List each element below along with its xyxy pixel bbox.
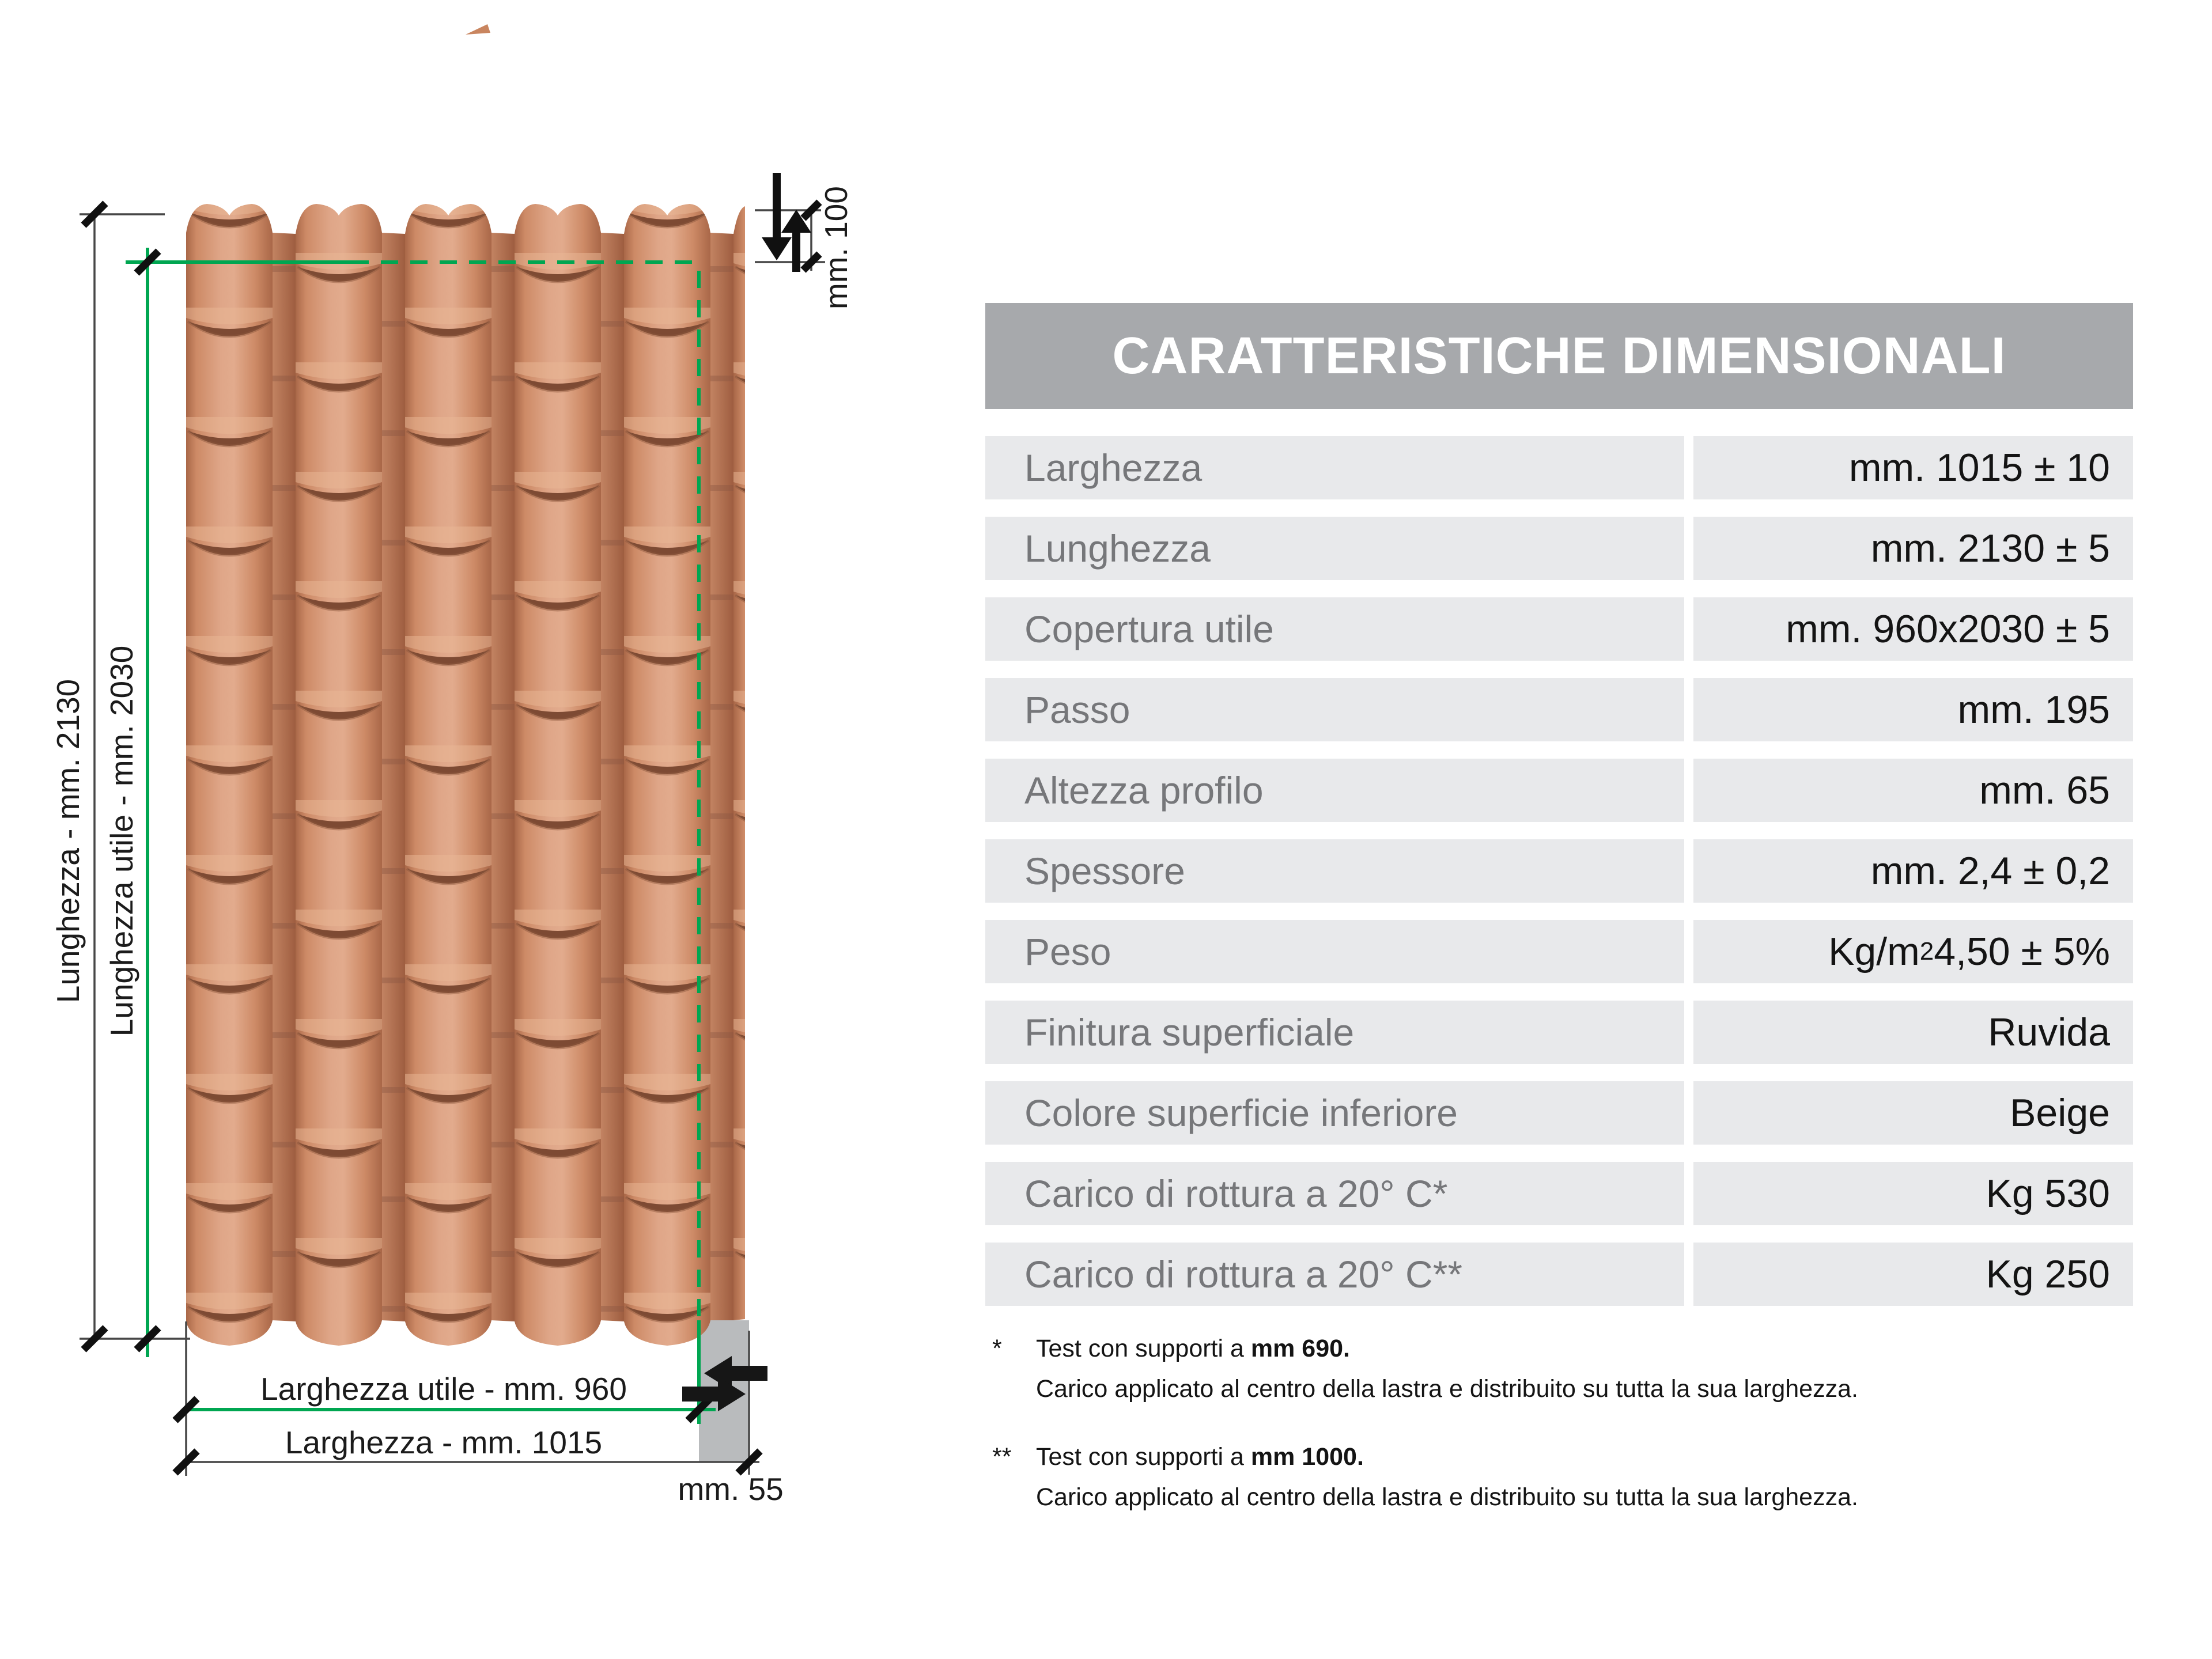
spec-value: mm. 1015 ± 10	[1693, 436, 2133, 499]
top-overlap-arrows-icon	[762, 173, 811, 272]
table-row	[985, 1243, 2133, 1306]
spec-value: mm. 2,4 ± 0,2	[1693, 839, 2133, 903]
spec-table	[985, 303, 2133, 1306]
spec-value: mm. 2130 ± 5	[1693, 517, 2133, 580]
table-row	[985, 597, 2133, 661]
label-side-overlap: mm. 55	[678, 1471, 784, 1507]
footnote-body	[1036, 1328, 2029, 1409]
table-row	[985, 920, 2133, 983]
footnote-line2: Carico applicato al centro della lastra e distribuito su tutta la sua larghezza.	[1036, 1483, 1858, 1511]
footnote-marker: **	[992, 1443, 1012, 1471]
spec-value: Kg/m 2 4,50 ± 5%	[1693, 920, 2133, 983]
footnote-body	[1036, 1437, 2029, 1517]
table-row	[985, 678, 2133, 741]
spec-label: Copertura utile	[985, 597, 1684, 661]
spec-value: mm. 65	[1693, 759, 2133, 822]
spec-label: Finitura superficiale	[985, 1001, 1684, 1064]
spec-label: Carico di rottura a 20° C**	[985, 1243, 1684, 1306]
table-row	[985, 436, 2133, 499]
spec-value: Ruvida	[1693, 1001, 2133, 1064]
spec-value: mm. 960x2030 ± 5	[1693, 597, 2133, 661]
spec-label: Spessore	[985, 839, 1684, 903]
table-row	[985, 839, 2133, 903]
value-suffix: 4,50 ± 5%	[1934, 930, 2110, 974]
spec-label: Carico di rottura a 20° C*	[985, 1162, 1684, 1225]
spec-label: Colore superficie inferiore	[985, 1081, 1684, 1145]
label-width-useful: Larghezza utile - mm. 960	[260, 1371, 627, 1407]
spec-label: Peso	[985, 920, 1684, 983]
spec-label: Altezza profilo	[985, 759, 1684, 822]
footnote	[992, 1437, 2029, 1517]
footnote	[992, 1328, 2029, 1409]
footnote-marker: *	[992, 1335, 1002, 1362]
footnotes	[992, 1328, 2029, 1517]
spec-label: Larghezza	[985, 436, 1684, 499]
table-row	[985, 1001, 2133, 1064]
footnote-line1	[1036, 1328, 2029, 1369]
label-length-total: Lunghezza - mm. 2130	[50, 679, 86, 1003]
table-row	[985, 759, 2133, 822]
spec-value: Kg 250	[1693, 1243, 2133, 1306]
side-overlap-arrows-icon	[682, 1356, 767, 1411]
spec-label: Lunghezza	[985, 517, 1684, 580]
footnote-line2: Carico applicato al centro della lastra e distribuito su tutta la sua larghezza.	[1036, 1375, 1858, 1403]
footnote-lead: Test con supporti a	[1036, 1335, 1251, 1362]
footnote-bold: mm 690.	[1250, 1335, 1350, 1362]
label-width-total: Larghezza - mm. 1015	[285, 1425, 603, 1460]
table-row	[985, 1081, 2133, 1145]
value-prefix: Kg/m	[1828, 930, 1920, 974]
tile-sheet-diagram	[0, 0, 922, 1659]
table-row	[985, 517, 2133, 580]
table-title: CARATTERISTICHE DIMENSIONALI	[985, 303, 2133, 409]
table-row	[985, 1162, 2133, 1225]
spec-value: Beige	[1693, 1081, 2133, 1145]
label-length-useful: Lunghezza utile - mm. 2030	[104, 645, 139, 1037]
footnote-lead: Test con supporti a	[1036, 1443, 1251, 1471]
footnote-bold: mm 1000.	[1250, 1443, 1364, 1471]
spec-label: Passo	[985, 678, 1684, 741]
spec-value: Kg 530	[1693, 1162, 2133, 1225]
spec-value: mm. 195	[1693, 678, 2133, 741]
label-top-overlap: mm. 100	[818, 186, 854, 309]
footnote-line1	[1036, 1437, 2029, 1477]
tile-sheet-image	[186, 190, 745, 1348]
